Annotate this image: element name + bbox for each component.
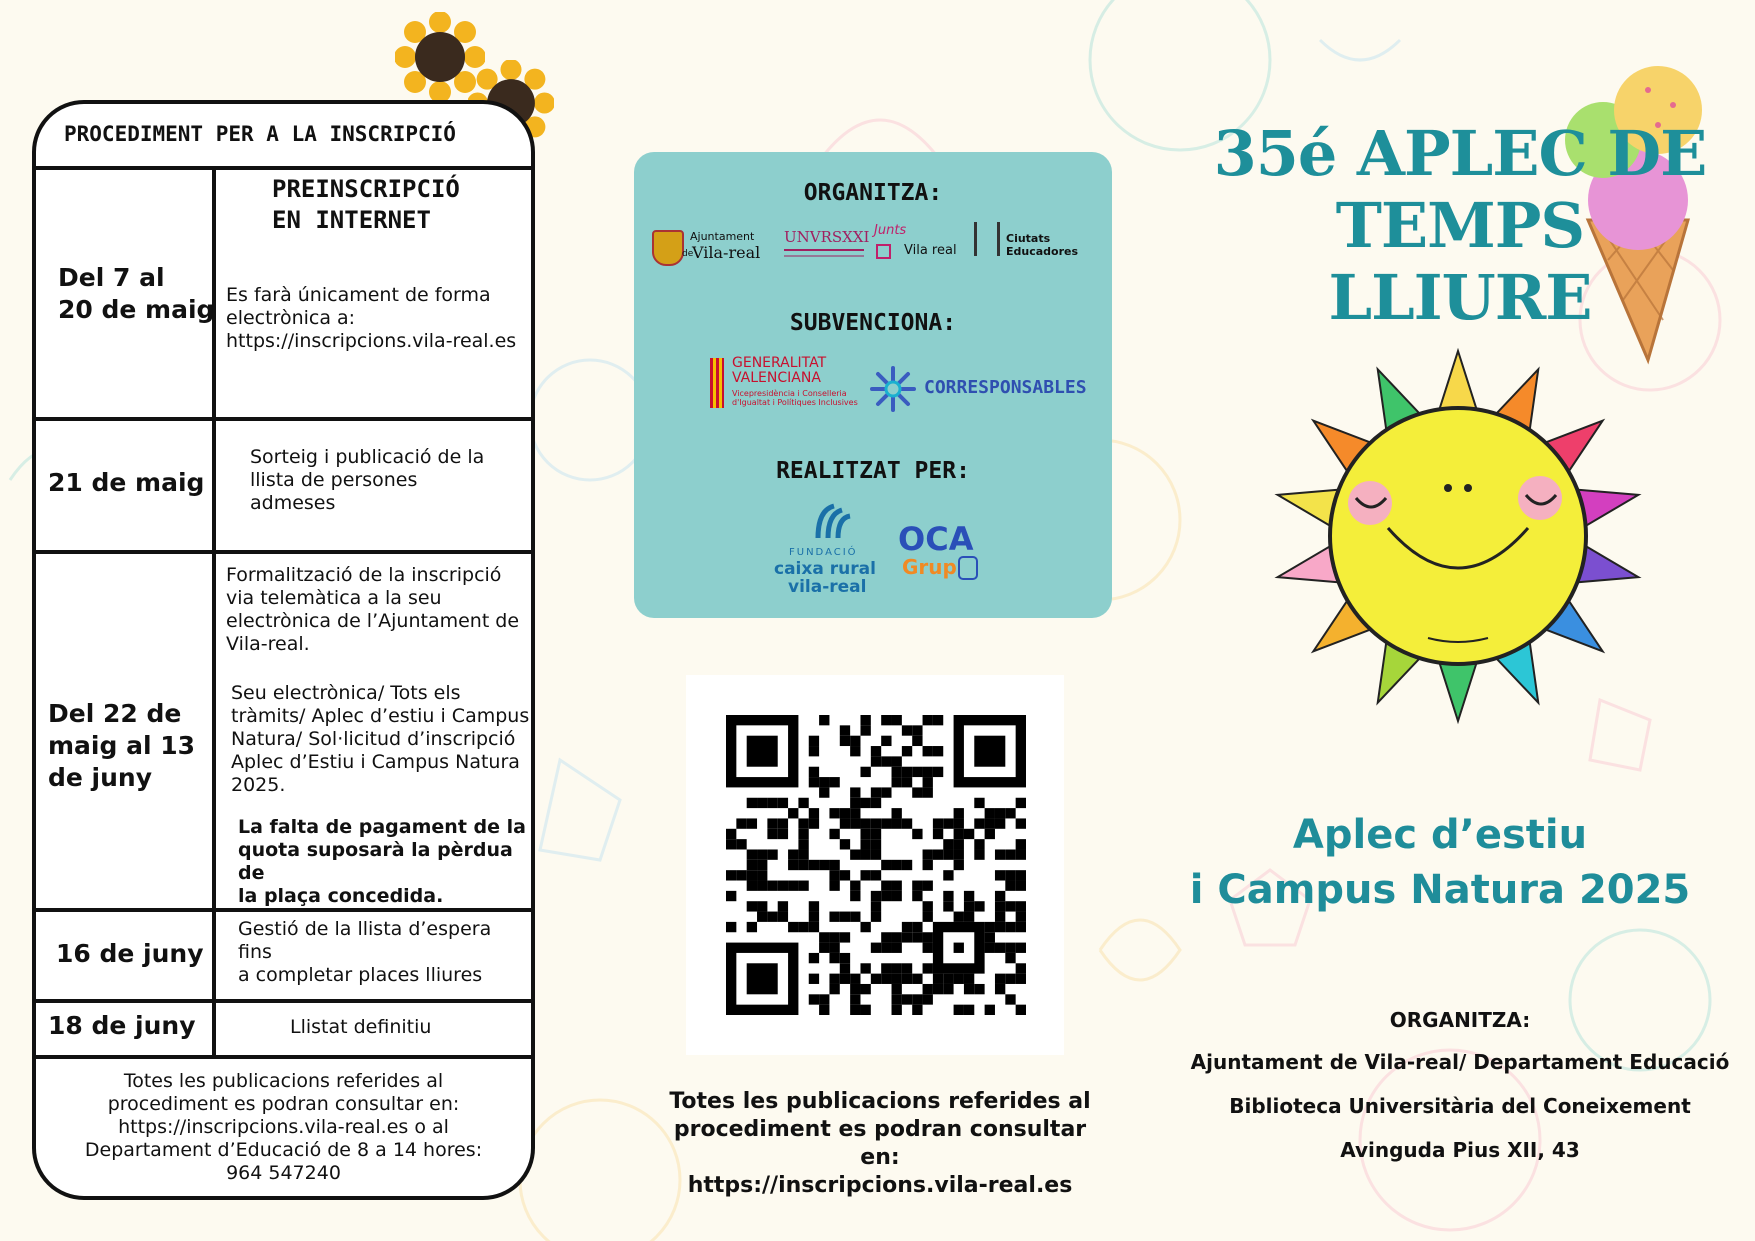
sponsors-box bbox=[634, 152, 1112, 618]
preinscripcio-heading: PREINSCRIPCIÓ EN INTERNET bbox=[272, 175, 460, 234]
address-line: Avinguda Pius XII, 43 bbox=[1340, 1138, 1580, 1162]
corresponsables-logo: CORRESPONSABLES bbox=[868, 364, 1068, 414]
row5-date: 18 de juny bbox=[48, 1011, 196, 1040]
divider bbox=[36, 908, 531, 912]
row1-date: Del 7 al 20 de maig bbox=[58, 263, 215, 324]
organizer-line: Biblioteca Universitària del Coneixement bbox=[1229, 1094, 1691, 1118]
row3-text-2: Seu electrònica/ Tots els tràmits/ Aplec d’estiu i Campus Natura/ Sol·licitud d’inscripció Aplec d’Estiu i Campus Natura 2025. bbox=[231, 682, 530, 796]
main-title: 35é APLEC DE TEMPS LLIURE bbox=[1213, 117, 1707, 334]
divider bbox=[36, 999, 531, 1003]
smiling-sun-icon bbox=[1258, 338, 1658, 728]
hand-icon bbox=[974, 222, 1000, 256]
waves-icon bbox=[810, 502, 854, 542]
row3-text-1: Formalització de la inscripció via telemàtica a la seu electrònica de l’Ajuntament de Vila-real. bbox=[226, 564, 520, 655]
row2-text: Sorteig i publicació de la llista de persones admeses bbox=[250, 446, 485, 514]
procedure-card bbox=[32, 100, 535, 1200]
divider bbox=[36, 1055, 531, 1059]
subtitle: Aplec d’estiu i Campus Natura 2025 bbox=[1189, 812, 1691, 913]
generalitat-logo: GENERALITAT VALENCIANA Vicepresidència i Conselleria d'Igualtat i Polítiques Inclusives bbox=[710, 356, 860, 420]
divider bbox=[36, 550, 531, 554]
card-title: PROCEDIMENT PER A LA INSCRIPCIÓ bbox=[64, 122, 456, 146]
ajuntament-logo: Ajuntament de Vila-real bbox=[652, 224, 764, 268]
ciutats-educadores-logo: Ciutats Educadores bbox=[974, 214, 1094, 270]
organitza-heading: ORGANITZA: bbox=[803, 180, 943, 206]
junts-vilareal-logo: Junts Vila real bbox=[874, 223, 957, 258]
thumbs-up-icon bbox=[958, 556, 978, 580]
row4-text: Gestió de la llista d’espera fins a completar places lliures bbox=[238, 918, 492, 986]
right-organitza-heading: ORGANITZA: bbox=[1389, 1008, 1531, 1032]
row1-text: Es farà únicament de forma electrònica a: https://inscripcions.vila-real.es bbox=[226, 284, 517, 352]
divider bbox=[36, 417, 531, 421]
subvenciona-heading: SUBVENCIONA: bbox=[789, 310, 957, 336]
star-burst-icon bbox=[868, 364, 918, 414]
square-icon bbox=[876, 244, 891, 259]
oca-grup-logo: OCA Grup bbox=[896, 522, 986, 592]
row3-date: Del 22 de maig al 13 de juny bbox=[48, 699, 196, 792]
qr-code-icon bbox=[726, 715, 1026, 1015]
qr-code[interactable] bbox=[686, 675, 1064, 1055]
row3-warning: La falta de pagament de la quota suposarà la pèrdua de la plaça concedida. bbox=[238, 816, 526, 907]
divider bbox=[36, 166, 531, 170]
generalitat-emblem-icon bbox=[710, 358, 724, 408]
row5-text: Llistat definitiu bbox=[290, 1016, 432, 1038]
crest-icon bbox=[652, 230, 684, 266]
row4-date: 16 de juny bbox=[56, 939, 204, 968]
organizer-line: Ajuntament de Vila-real/ Departament Educació bbox=[1190, 1050, 1730, 1074]
realitzat-heading: REALITZAT PER: bbox=[776, 458, 970, 484]
row2-date: 21 de maig bbox=[48, 468, 205, 497]
card-footer: Totes les publicacions referides al procediment es podran consultar en: https://inscripcions.vila-real.es o al Departament d’Educació de 8 a 14 hores: 964 547240 bbox=[84, 1070, 483, 1184]
universitat-logo: UNVRSXXI bbox=[784, 227, 864, 267]
consult-text: Totes les publicacions referides al procediment es podran consultar en: https://inscripcions.vila-real.es bbox=[669, 1089, 1091, 1198]
caixa-rural-logo: FUNDACIÓ caixa rural vila-real bbox=[774, 502, 884, 602]
